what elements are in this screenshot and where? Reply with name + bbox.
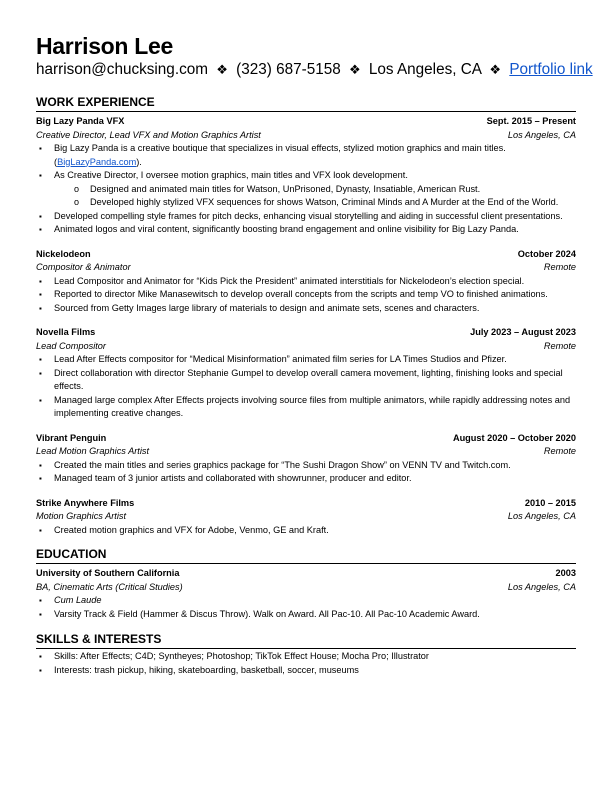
list-item: ▪ Varsity Track & Field (Hammer & Discus Throw). Walk on Award. All Pac-10. All Pac-10 Academic Award.	[36, 608, 576, 622]
graduation-year: 2003	[555, 568, 576, 578]
job-company: Vibrant Penguin	[36, 432, 107, 443]
skills-bullets	[36, 650, 576, 677]
job-dates: July 2023 – August 2023	[470, 327, 576, 337]
job-dates: Sept. 2015 – Present	[486, 116, 576, 126]
job-dates: August 2020 – October 2020	[452, 432, 576, 443]
job-bullets	[36, 459, 576, 486]
list-item: ▪ Managed large complex After Effects projects involving source files from multiple animators, while rapidly addressing notes and implementing creative changes.	[36, 394, 576, 421]
job-role: Motion Graphics Artist	[36, 511, 127, 521]
list-item: ▪ Interests: trash pickup, hiking, skateboarding, basketball, soccer, museums	[36, 664, 576, 678]
skills-heading: SKILLS & INTERESTS	[36, 632, 576, 649]
job-location: Remote	[543, 262, 576, 272]
list-item: ▪ Cum Laude	[36, 594, 576, 608]
list-item: ▪ Lead After Effects compositor for “Medical Misinformation” animated film series for LA Times Studios and Pfizer.	[36, 353, 576, 367]
skills-entry	[36, 650, 576, 677]
job-role: Creative Director, Lead VFX and Motion Graphics Artist	[36, 129, 261, 140]
work-experience-heading: WORK EXPERIENCE	[36, 95, 576, 112]
location: Los Angeles, CA	[368, 61, 482, 78]
education-entry	[36, 567, 576, 621]
job-company: Strike Anywhere Films	[36, 497, 135, 508]
sub-list-item: o Developed highly stylized VFX sequences for shows Watson, Criminal Minds and A Murder at the End of the World.	[36, 196, 576, 210]
job-entry	[36, 326, 576, 421]
job-dates: 2010 – 2015	[524, 497, 576, 508]
job-bullets	[36, 353, 576, 421]
candidate-name: Harrison Lee	[36, 33, 174, 59]
contact-line	[36, 60, 593, 80]
job-entry	[36, 497, 576, 538]
list-item: ▪ Sourced from Getty Images large library of materials to design and animate sets, scenes and characters.	[36, 302, 576, 316]
list-item: ▪ Animated logos and viral content, significantly boosting brand engagement and online visibility for Big Lazy Panda.	[36, 223, 576, 237]
list-item: ▪ Created motion graphics and VFX for Adobe, Venmo, GE and Kraft.	[36, 524, 576, 538]
company-website-link[interactable]: BigLazyPanda.com	[57, 156, 137, 167]
separator-icon: ❖	[348, 62, 361, 77]
portfolio-link[interactable]: Portfolio link	[509, 61, 593, 78]
job-location: Los Angeles, CA	[507, 129, 576, 140]
job-location: Remote	[543, 340, 576, 351]
resume-page	[36, 32, 593, 677]
separator-icon: ❖	[489, 62, 502, 77]
job-company: Novella Films	[36, 327, 96, 337]
education-bullets	[36, 594, 576, 621]
job-role: Lead Motion Graphics Artist	[36, 446, 150, 456]
list-item: ▪ Reported to director Mike Manasewitsch to develop overall concepts from the scripts and temp VO to finished animations.	[36, 288, 576, 302]
job-entry	[36, 432, 576, 486]
sub-list-item: o Designed and animated main titles for Watson, UnPrisoned, Dynasty, Insatiable, American Rust.	[36, 183, 576, 197]
phone: (323) 687-5158	[236, 61, 341, 78]
list-item: ▪ Managed team of 3 junior artists and collaborated with showrunner, producer and editor.	[36, 472, 576, 486]
education-heading: EDUCATION	[36, 547, 576, 564]
degree: BA, Cinematic Arts (Critical Studies)	[36, 581, 183, 592]
school-location: Los Angeles, CA	[507, 581, 576, 592]
list-item: ▪ Direct collaboration with director Stephanie Gumpel to develop overall camera movement, lighting, finishing looks and special effects.	[36, 367, 576, 394]
job-role: Compositor & Animator	[36, 262, 131, 272]
list-item: ▪ Created the main titles and series graphics package for “The Sushi Dragon Show” on VENN TV and Twitch.com.	[36, 459, 576, 473]
job-company: Big Lazy Panda VFX	[36, 116, 125, 126]
list-item: ▪ Developed compelling style frames for pitch decks, enhancing visual storytelling and aiding in successful client presentations.	[36, 210, 576, 224]
job-role: Lead Compositor	[36, 340, 106, 351]
school-name: University of Southern California	[36, 568, 180, 578]
job-location: Remote	[543, 446, 576, 456]
job-bullets	[36, 524, 576, 538]
job-location: Los Angeles, CA	[507, 511, 576, 521]
email: harrison@chucksing.com	[36, 61, 208, 78]
job-bullets	[36, 142, 576, 237]
list-item: ▪ Skills: After Effects; C4D; Syntheyes; Photoshop; TikTok Effect House; Mocha Pro; Illustrator	[36, 650, 576, 664]
job-bullets	[36, 275, 576, 316]
job-entry	[36, 248, 576, 316]
job-company: Nickelodeon	[36, 248, 91, 259]
job-dates: October 2024	[517, 248, 576, 259]
job-entry	[36, 115, 576, 237]
list-item: ▪ Big Lazy Panda is a creative boutique that specializes in visual effects, stylized motion graphics and main titles.(BigLazyPanda.com).	[36, 142, 576, 169]
separator-icon: ❖	[216, 62, 228, 77]
list-item: ▪ Lead Compositor and Animator for “Kids Pick the President” animated interstitials for Nickelodeon’s election special.	[36, 275, 576, 289]
list-item: ▪ As Creative Director, I oversee motion graphics, main titles and VFX look development.	[36, 169, 576, 183]
